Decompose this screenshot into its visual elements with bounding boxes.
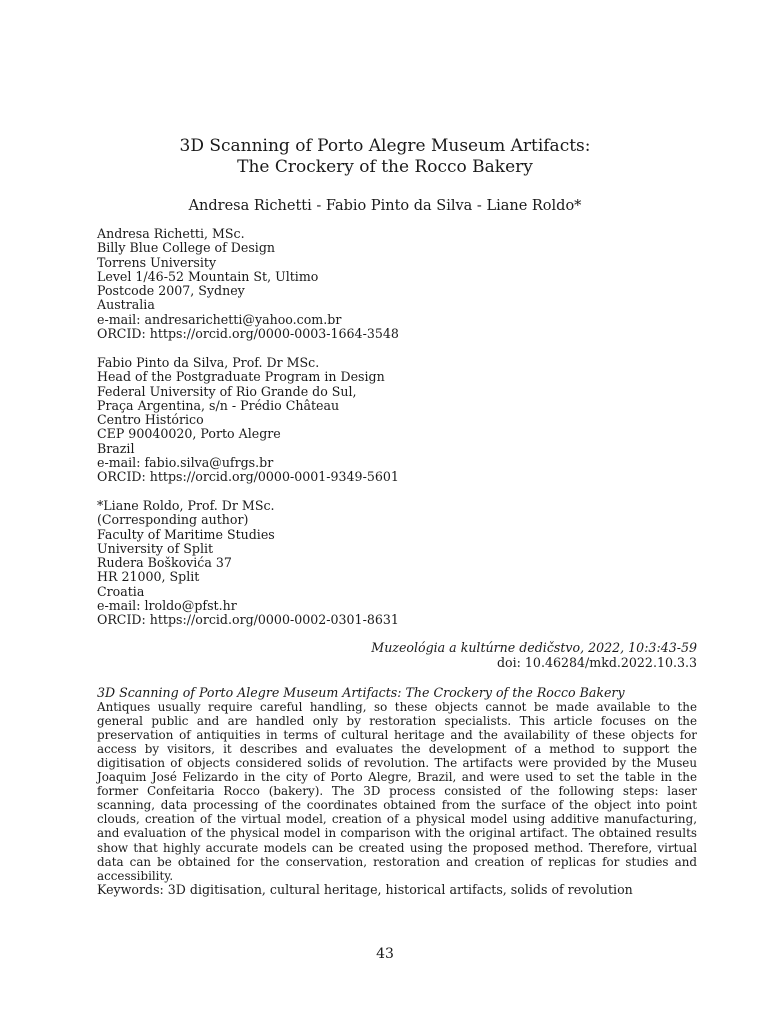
affiliation-roldo bbox=[97, 499, 697, 628]
affiliation-line: Croatia bbox=[97, 583, 145, 599]
affiliation-line: University of Split bbox=[97, 540, 214, 556]
title-line-2: The Crockery of the Rocco Bakery bbox=[237, 157, 533, 177]
affiliation-line: Faculty of Maritime Studies bbox=[97, 526, 275, 542]
affiliation-line: Torrens University bbox=[97, 254, 217, 270]
affiliation-line: Praça Argentina, s/n - Prédio Château bbox=[97, 397, 340, 413]
affiliation-line: (Corresponding author) bbox=[97, 512, 249, 528]
doi: doi: 10.46284/mkd.2022.10.3.3 bbox=[497, 655, 697, 670]
affiliation-orcid: ORCID: https://orcid.org/0000-0001-9349-5601 bbox=[97, 469, 399, 485]
affiliation-line: Brazil bbox=[97, 440, 135, 456]
page-number: 43 bbox=[376, 946, 394, 962]
affiliation-email: e-mail: fabio.silva@ufrgs.br bbox=[97, 455, 274, 471]
affiliation-line: Australia bbox=[97, 297, 155, 313]
affiliation-email: e-mail: andresarichetti@yahoo.com.br bbox=[97, 311, 342, 327]
author-list: Andresa Richetti - Fabio Pinto da Silva - Liane Roldo* bbox=[188, 198, 582, 214]
affiliation-da-silva bbox=[97, 356, 697, 485]
keywords: Keywords: 3D digitisation, cultural heritage, historical artifacts, solids of revolution bbox=[97, 882, 633, 897]
affiliation-line: Billy Blue College of Design bbox=[97, 240, 276, 256]
abstract-body: Antiques usually require careful handling, so these objects cannot be made available to the general public and are handled only by restoration specialists. This article focuses on the preservation of antiquities in terms of cultural heritage and the availability of these objects for access by visitors, it describes and evaluates the development of a method to support the digitisation of objects considered solids of revolution. The artifacts were provided by the Museu Joaquim José Felizardo in the city of Porto Alegre, Brazil, and were used to set the table in the former Confeitaria Rocco (bakery). The 3D process consisted of the following steps: laser scanning, data processing of the coordinates obtained from the surface of the object into point clouds, creation of the virtual model, creation of a physical model using additive manufacturing, and evaluation of the physical model in comparison with the original artifact. The obtained results show that highly accurate models can be created using the proposed method. Therefore, virtual data can be obtained for the conservation, restoration and creation of replicas for studies and accessibility. bbox=[97, 700, 697, 883]
affiliation-line: Centro Histórico bbox=[97, 412, 204, 428]
affiliation-line: Fabio Pinto da Silva, Prof. Dr MSc. bbox=[97, 355, 320, 370]
affiliation-line: Head of the Postgraduate Program in Design bbox=[97, 369, 385, 385]
affiliation-email: e-mail: lroldo@pfst.hr bbox=[97, 598, 237, 614]
affiliation-richetti bbox=[97, 227, 697, 341]
affiliation-line: HR 21000, Split bbox=[97, 569, 200, 585]
abstract bbox=[97, 686, 697, 883]
affiliation-line: Federal University of Rio Grande do Sul, bbox=[97, 383, 357, 399]
abstract-title: 3D Scanning of Porto Alegre Museum Artifacts: The Crockery of the Rocco Bakery bbox=[97, 685, 625, 700]
affiliation-line: CEP 90040020, Porto Alegre bbox=[97, 426, 281, 442]
affiliation-orcid: ORCID: https://orcid.org/0000-0002-0301-8631 bbox=[97, 612, 399, 628]
affiliation-line: Level 1/46-52 Mountain St, Ultimo bbox=[97, 268, 319, 284]
affiliation-line: Rudera Boškovića 37 bbox=[97, 555, 232, 571]
affiliation-orcid: ORCID: https://orcid.org/0000-0003-1664-3548 bbox=[97, 326, 399, 342]
title-line-1: 3D Scanning of Porto Alegre Museum Artifacts: bbox=[179, 136, 591, 156]
citation-block bbox=[371, 640, 697, 670]
paper-title bbox=[0, 136, 770, 178]
affiliation-line: Postcode 2007, Sydney bbox=[97, 283, 245, 299]
journal-reference: Muzeológia a kultúrne dedičstvo, 2022, 10:3:43-59 bbox=[371, 640, 697, 655]
affiliation-line: Andresa Richetti, MSc. bbox=[97, 226, 245, 241]
affiliation-line: *Liane Roldo, Prof. Dr MSc. bbox=[97, 498, 275, 513]
